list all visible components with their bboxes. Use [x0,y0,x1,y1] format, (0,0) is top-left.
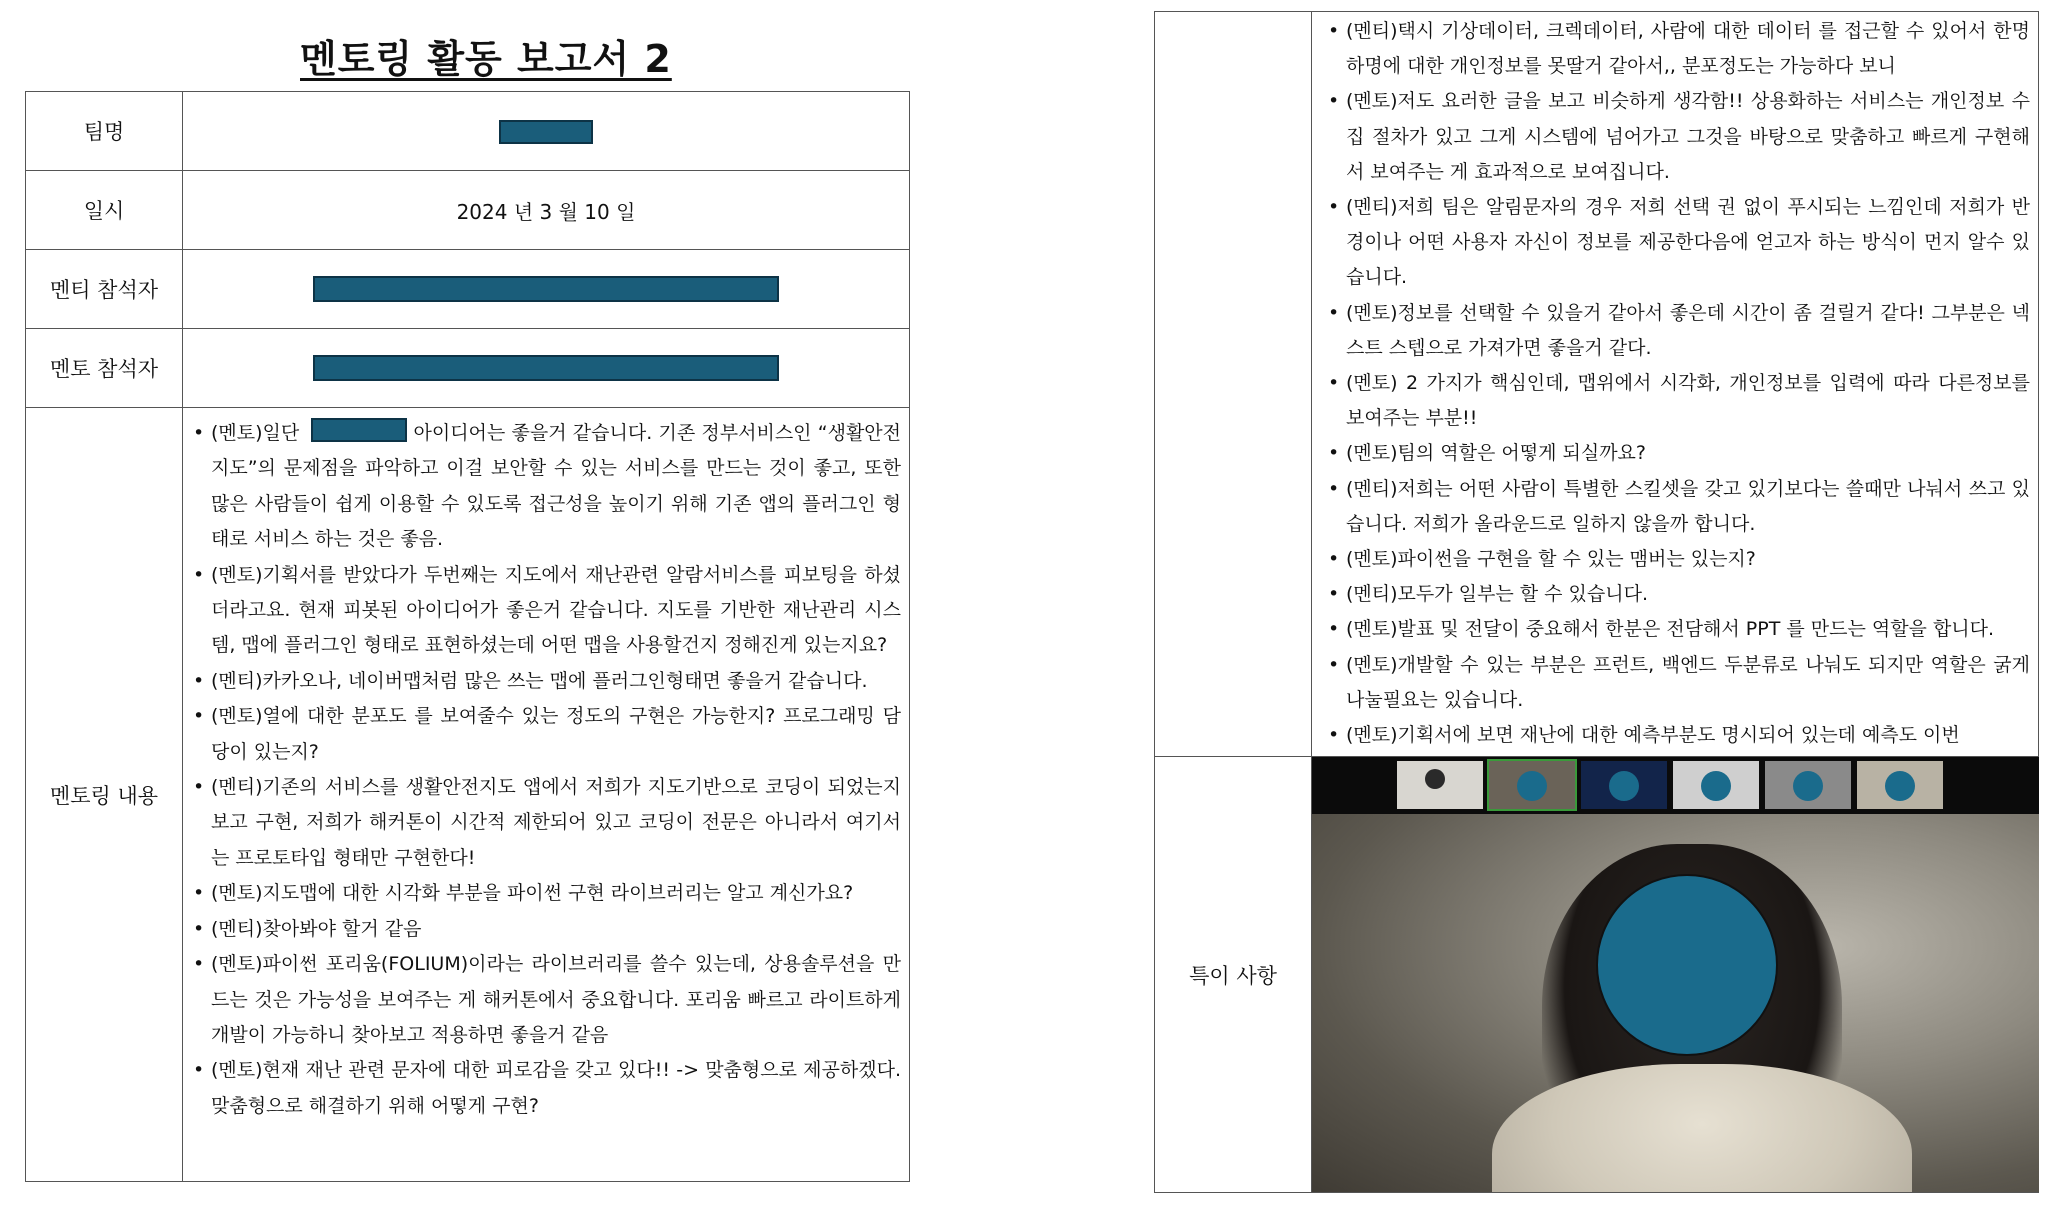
document-title: 멘토링 활동 보고서 2 [300,37,672,81]
mentor-label: 멘토 참석자 [26,329,183,408]
note-item: • (멘티)기존의 서비스를 생활안전지도 앱에서 저희가 지도기반으로 코딩이 되었는지 보고 구현, 저희가 해커톤이 시간적 제한되어 있고 코딩이 전문은 아니라서 여기서는 프로토타입 형태만 구현한다! [193,770,901,876]
note-item: • (멘토) 2 가지가 핵심인데, 맵위에서 시각화, 개인정보를 입력에 따라 다른정보를 보여주는 부분!! [1328,366,2030,436]
meeting-screenshot-cell [1312,757,2039,1193]
report-table-right [1154,11,2039,1193]
participant-thumbnails [1397,761,1943,809]
note-item: • (멘토)기획서를 받았다가 두번째는 지도에서 재난관련 알람서비스를 피보팅을 하셨더라고요. 현재 피봇된 아이디어가 좋은거 같습니다. 지도를 기반한 재난관리 시스템, 맵에 플러그인 형태로 표현하셨는데 어떤 맵을 사용할건지 정해진게 있는지요? [193,558,901,664]
participant-thumbnail [1397,761,1483,809]
participant-face-redaction [1609,771,1639,801]
participant-face [1425,769,1445,789]
note-item: • (멘토)저도 요러한 글을 보고 비슷하게 생각함!! 상용화하는 서비스는 개인정보 수집 절차가 있고 그게 시스템에 넘어가고 그것을 바탕으로 맞춤하고 빠르게 구현해서 보여주는 게 효과적으로 보여집니다. [1328,84,2030,190]
report-table-left [25,91,910,1182]
participant-face-redaction [1793,771,1823,801]
content-label: 멘토링 내용 [26,408,183,1182]
right-page [1150,0,2048,1216]
special-row [1155,757,2039,1193]
face-redaction [1596,874,1778,1056]
team-label: 팀명 [26,92,183,171]
note-item: • (멘토)개발할 수 있는 부분은 프런트, 백엔드 두분류로 나눠도 되지만 역할은 굵게 나눌필요는 있습니다. [1328,648,2030,718]
note-item: • (멘토)일단 아이디어는 좋을거 같습니다. 기존 정부서비스인 “생활안전지도”의 문제점을 파악하고 이걸 보안할 수 있는 서비스를 만드는 것이 좋고, 또한 많은 사람들이 쉽게 이용할 수 있도록 접근성을 높이기 위해 기존 앱의 플러그인 형태로 서비스 하는 것은 좋음. [193,416,901,558]
date-row [26,171,910,250]
team-name-redaction [499,120,593,144]
note-item: • (멘티)저희는 어떤 사람이 특별한 스킬셋을 갖고 있기보다는 쓸때만 나눠서 쓰고 있습니다. 저희가 올라운드로 일하지 않을까 합니다. [1328,472,2030,542]
participant-thumbnail [1489,761,1575,809]
note-item: • (멘티)택시 기상데이터, 크렉데이터, 사람에 대한 데이터 를 접근할 수 있어서 한명하명에 대한 개인정보를 못딸거 같아서,, 분포정도는 가능하다 보니 [1328,14,2030,84]
note-item: • (멘토)파이썬 포리움(FOLIUM)이라는 라이브러리를 쓸수 있는데, 상용솔루션을 만드는 것은 가능성을 보여주는 게 해커톤에서 중요합니다. 포리움 빠르고 라이트하게 개발이 가능하니 찾아보고 적용하면 좋을거 같음 [193,947,901,1053]
participant-face-redaction [1517,771,1547,801]
content-cell [183,408,910,1182]
mentee-row [26,250,910,329]
note-item: • (멘티)찾아봐야 할거 같음 [193,912,901,947]
participant-thumbnail [1765,761,1851,809]
main-video-feed [1312,814,2039,1192]
participant-face-redaction [1885,771,1915,801]
mentee-names-redaction [313,276,779,302]
mentee-value [183,250,910,329]
note-item: • (멘토)발표 및 전달이 중요해서 한분은 전담해서 PPT 를 만드는 역할을 합니다. [1328,612,2030,647]
mentor-value [183,329,910,408]
idea-name-redaction [311,418,407,442]
mentee-label: 멘티 참석자 [26,250,183,329]
team-row [26,92,910,171]
mentor-row [26,329,910,408]
mentor-names-redaction [313,355,779,381]
special-label: 특이 사항 [1155,757,1312,1193]
date-label: 일시 [26,171,183,250]
content-row-continued [1155,12,2039,757]
note-item: • (멘토)지도맵에 대한 시각화 부분을 파이썬 구현 라이브러리는 알고 계신가요? [193,876,901,911]
note-item: • (멘토)파이썬을 구현을 할 수 있는 맴버는 있는지? [1328,542,2030,577]
content-row [26,408,910,1182]
mentoring-notes-left [183,408,909,1128]
participant-thumbnail [1581,761,1667,809]
team-value [183,92,910,171]
left-page [0,0,920,1216]
participant-thumbnail [1673,761,1759,809]
meeting-screenshot [1312,757,2039,1192]
participant-thumbnail [1857,761,1943,809]
note-item: • (멘토)정보를 선택할 수 있을거 같아서 좋은데 시간이 좀 걸릴거 같다! 그부분은 넥스트 스텝으로 가져가면 좋을거 같다. [1328,296,2030,366]
note-item: • (멘티)저희 팀은 알림문자의 경우 저희 선택 권 없이 푸시되는 느낌인데 저희가 반경이나 어떤 사용자 자신이 정보를 제공한다음에 얻고자 하는 방식이 먼지 알수 있습니다. [1328,190,2030,296]
note-item: • (멘티)모두가 일부는 할 수 있습니다. [1328,577,2030,612]
mentoring-notes-right [1312,12,2038,753]
participant-face-redaction [1701,771,1731,801]
date-value: 2024 년 3 월 10 일 [183,171,910,250]
note-item: • (멘토)현재 재난 관련 문자에 대한 피로감을 갖고 있다!! -> 맞춤형으로 제공하겠다. 맞춤형으로 해결하기 위해 어떻게 구현? [193,1053,901,1124]
content-label-empty [1155,12,1312,757]
note-item: • (멘티)카카오나, 네이버맵처럼 많은 쓰는 맵에 플러그인형태면 좋을거 같습니다. [193,664,901,699]
note-item: • (멘토)기획서에 보면 재난에 대한 예측부분도 명시되어 있는데 예측도 이번 [1328,718,2030,753]
note-item: • (멘토)열에 대한 분포도 를 보여줄수 있는 정도의 구현은 가능한지? 프로그래밍 담당이 있는지? [193,699,901,770]
content-cell-continued [1312,12,2039,757]
note-item: • (멘토)팀의 역할은 어떻게 되실까요? [1328,436,2030,471]
